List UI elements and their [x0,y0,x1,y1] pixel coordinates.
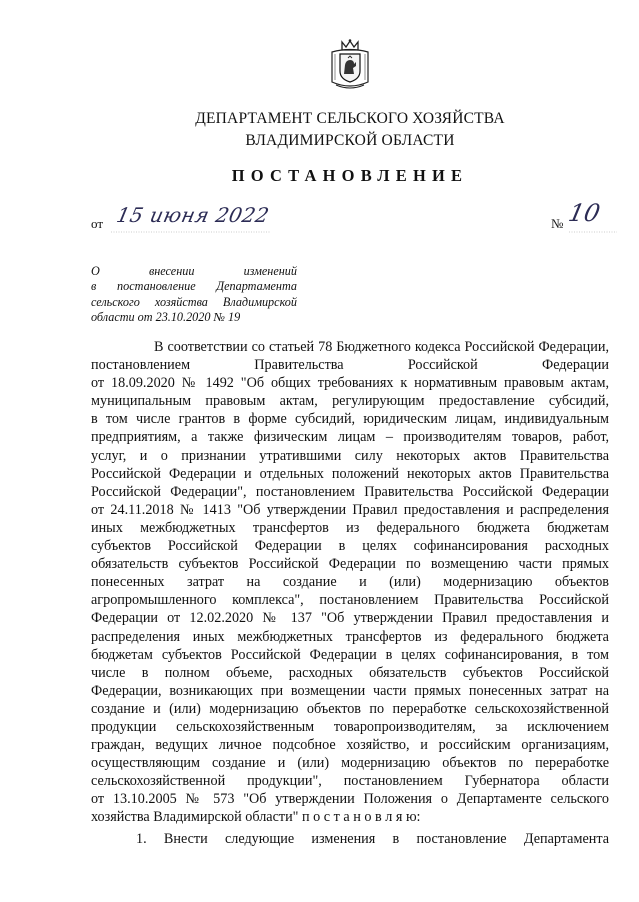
number-label: № [551,216,564,231]
body-line: Российской Федерации и отдельных положений некоторых актов Правительства [91,465,609,482]
subject-line: сельского хозяйства Владимирской [91,294,297,309]
document-subject [91,264,297,325]
body-line: Федерации, возникающих при возмещении части прямых понесенных затрат на [91,682,609,699]
body-line: Российской Федерации", постановлением Правительства Российской Федерации [91,483,609,500]
body-line: муниципальным правовым актам, регулирующим предоставление субсидий, [91,393,609,410]
body-line: сельскохозяйственной продукции", постановлением Губернатора области [91,773,609,790]
handwritten-date: 15 июня 2022 [114,203,272,227]
handwritten-number: 10 [566,199,603,227]
date-from-label: от [91,216,104,231]
body-line: обязательств субъектов Российской Федерации по возмещению части прямых [91,556,609,573]
subject-line: области от 23.10.2020 № 19 [91,309,241,324]
body-line: осуществляющим создание и (или) модернизацию объектов по переработке [91,755,609,772]
body-line: В соответствии со статьей 78 Бюджетного кодекса Российской Федерации, [154,339,609,355]
item-1-text: 1. Внести следующие изменения в постановление Департамента [136,830,609,847]
date-underline [111,229,271,235]
coat-of-arms-icon [328,38,372,92]
body-line: понесенных затрат на создание и (или) модернизацию объектов [91,574,609,591]
subject-line: в постановление Департамента [91,279,297,294]
document-body [91,338,609,848]
document-type-title: ПОСТАНОВЛЕНИЕ [231,166,469,185]
body-line: от 18.09.2020 № 1492 "Об общих требованиях к нормативным правовым актам, [91,375,609,392]
body-line: числе в полном объеме, расходных обязательств субъектов Российской [91,664,609,681]
body-line: Федерации от 12.02.2020 № 137 "Об утверждении Правил предоставления и [91,610,609,627]
body-line: бюджетам субъектов Российской Федерации в целях софинансирования, в том [91,646,609,663]
body-line: создание и (или) модернизацию объектов по переработке сельскохозяйственной [91,700,609,717]
body-line: услуг, и о признании утратившими силу некоторых актов Правительства [91,447,609,464]
body-line: от 13.10.2005 № 573 "Об утверждении Положения о Департаменте сельского [91,791,609,808]
department-name-line-1: ДЕПАРТАМЕНТ СЕЛЬСКОГО ХОЗЯЙСТВА [195,110,505,127]
body-line: агропромышленного комплекса", постановлением Правительства Российской [91,592,609,609]
body-line: субъектов Российской Федерации в целях софинансирования расходных [91,538,609,555]
body-line: иных межбюджетных трансфертов из федерального бюджета бюджетам [91,519,609,536]
body-line: в том числе грантов в форме субсидий, юридическим лицам, индивидуальным [91,411,609,428]
subject-line: О внесении изменений [91,264,297,278]
number-underline [569,229,617,235]
body-line: от 24.11.2018 № 1413 "Об утверждении Правил предоставления и распределения [91,501,609,518]
date-number-row [91,199,621,235]
body-line: граждан, ведущих личное подсобное хозяйство, и российским организациям, [91,737,609,754]
body-line: распределения иных межбюджетных трансфертов из федерального бюджета [91,628,609,645]
body-line: предприятиям, а также физическим лицам – производителям товаров, работ, [91,429,609,446]
body-line: продукции сельскохозяйственным товаропроизводителям, за исключением [91,718,609,735]
body-line: постановлением Правительства Российской Федерации [91,357,609,374]
department-name-line-2: ВЛАДИМИРСКОЙ ОБЛАСТИ [245,132,455,149]
body-line: хозяйства Владимирской области" п о с т а н о в л я ю: [91,809,421,826]
